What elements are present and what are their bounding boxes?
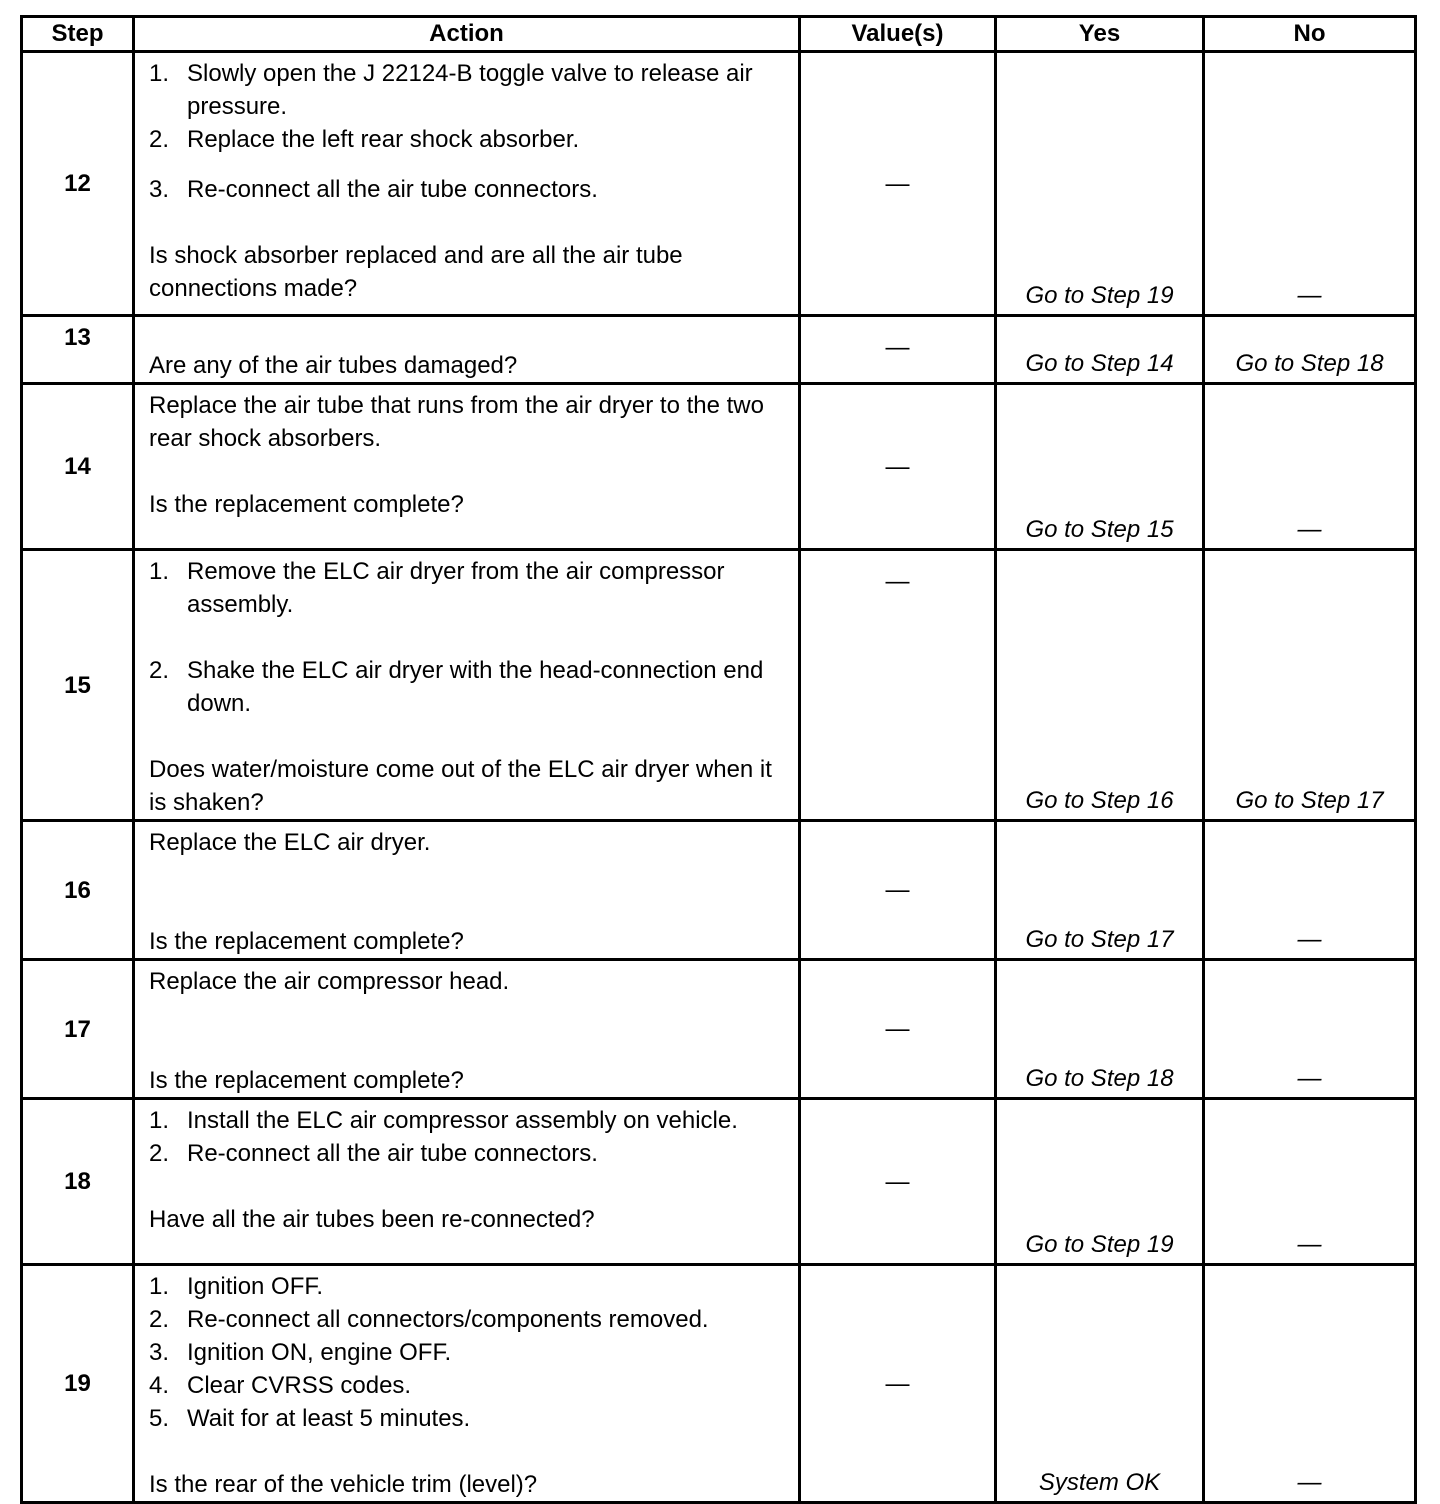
question-text: Is shock absorber replaced and are all the air tube connections made? (149, 242, 683, 302)
value-cell (800, 821, 996, 960)
no-cell: Go to Step 17 (1204, 550, 1416, 821)
list-item: 3. Re-connect all the air tube connectors. (149, 173, 786, 206)
value-cell (800, 960, 996, 1099)
step-number: 15 (22, 550, 134, 821)
table-row (22, 821, 1416, 960)
yes-cell: Go to Step 18 (996, 960, 1204, 1099)
step-number: 13 (22, 316, 134, 384)
list-item: 2. Re-connect all the air tube connectors. (149, 1137, 786, 1170)
table-row (22, 1099, 1416, 1265)
value-cell (800, 316, 996, 384)
question-text: Does water/moisture come out of the ELC air dryer when it is shaken? (149, 756, 772, 816)
yes-cell: Go to Step 14 (996, 316, 1204, 384)
no-cell: — (1204, 1265, 1416, 1503)
table-row (22, 960, 1416, 1099)
yes-cell: Go to Step 16 (996, 550, 1204, 821)
value-text: — (885, 876, 910, 904)
action-text: Replace the air tube that runs from the air dryer to the two rear shock absorbers. (149, 392, 764, 452)
table-row (22, 52, 1416, 316)
yes-cell: Go to Step 15 (996, 384, 1204, 550)
question-text: Is the replacement complete? (149, 491, 464, 518)
value-cell (800, 1099, 996, 1265)
question-text: Is the replacement complete? (149, 1067, 464, 1094)
step-number: 18 (22, 1099, 134, 1265)
list-item-text: Replace the left rear shock absorber. (187, 126, 580, 153)
list-item: 2. Re-connect all connectors/components removed. (149, 1303, 786, 1336)
action-cell (134, 1099, 800, 1265)
list-item-text: Wait for at least 5 minutes. (187, 1405, 471, 1432)
list-item-text: Ignition ON, engine OFF. (187, 1339, 452, 1366)
value-cell (800, 52, 996, 316)
list-item-text: Re-connect all the air tube connectors. (187, 1140, 598, 1167)
yes-cell: Go to Step 17 (996, 821, 1204, 960)
value-cell (800, 384, 996, 550)
no-cell: — (1204, 821, 1416, 960)
value-text: — (885, 334, 910, 361)
list-item-text: Re-connect all connectors/components removed. (187, 1306, 709, 1333)
action-cell (134, 316, 800, 384)
value-text: — (885, 1015, 910, 1043)
diagnostic-table (20, 15, 1417, 1504)
question-text: Are any of the air tubes damaged? (149, 352, 518, 379)
list-item: 1. Ignition OFF. (149, 1270, 786, 1303)
table-row (22, 316, 1416, 384)
action-cell (134, 1265, 800, 1503)
list-item-text: Re-connect all the air tube connectors. (187, 176, 598, 203)
list-item-text: Clear CVRSS codes. (187, 1372, 412, 1399)
table-row (22, 1265, 1416, 1503)
value-text: — (885, 1370, 910, 1397)
list-item-text: Remove the ELC air dryer from the air compressor assembly. (187, 558, 725, 618)
no-cell: — (1204, 384, 1416, 550)
action-cell (134, 550, 800, 821)
yes-cell: System OK (996, 1265, 1204, 1503)
header-step: Step (22, 17, 134, 52)
list-item: 3. Ignition ON, engine OFF. (149, 1336, 786, 1369)
yes-cell: Go to Step 19 (996, 52, 1204, 316)
step-number: 14 (22, 384, 134, 550)
action-list (149, 57, 786, 206)
list-item: 5. Wait for at least 5 minutes. (149, 1402, 786, 1435)
action-cell (134, 384, 800, 550)
header-no: No (1204, 17, 1416, 52)
action-cell (134, 52, 800, 316)
list-item: 4. Clear CVRSS codes. (149, 1369, 786, 1402)
question-text: Have all the air tubes been re-connected? (149, 1206, 595, 1233)
list-item-text: Shake the ELC air dryer with the head-connection end down. (187, 657, 764, 717)
value-text: — (885, 170, 910, 197)
table-row (22, 384, 1416, 550)
action-text: Replace the ELC air dryer. (149, 829, 431, 856)
list-item: 1. Remove the ELC air dryer from the air compressor assembly. (149, 555, 786, 621)
action-list (149, 1270, 786, 1435)
value-text: — (885, 568, 910, 595)
header-row (22, 17, 1416, 52)
yes-cell: Go to Step 19 (996, 1099, 1204, 1265)
header-yes: Yes (996, 17, 1204, 52)
table-row (22, 550, 1416, 821)
list-item: 2. Replace the left rear shock absorber. (149, 123, 786, 156)
step-number: 19 (22, 1265, 134, 1503)
list-item-text: Install the ELC air compressor assembly on vehicle. (187, 1107, 738, 1134)
value-cell (800, 550, 996, 821)
action-text: Replace the air compressor head. (149, 968, 510, 995)
action-list (149, 555, 786, 720)
no-cell: — (1204, 52, 1416, 316)
action-cell (134, 821, 800, 960)
value-text: — (885, 1168, 910, 1195)
value-text: — (885, 453, 910, 480)
value-cell (800, 1265, 996, 1503)
step-number: 12 (22, 52, 134, 316)
no-cell: Go to Step 18 (1204, 316, 1416, 384)
action-list (149, 1104, 786, 1170)
step-number: 16 (22, 821, 134, 960)
list-item-text: Ignition OFF. (187, 1273, 324, 1300)
header-values: Value(s) (800, 17, 996, 52)
no-cell: — (1204, 1099, 1416, 1265)
list-item: 1. Slowly open the J 22124-B toggle valve to release air pressure. (149, 57, 786, 123)
list-item-text: Slowly open the J 22124-B toggle valve to release air pressure. (187, 60, 753, 120)
question-text: Is the replacement complete? (149, 928, 464, 955)
header-action: Action (134, 17, 800, 52)
action-cell (134, 960, 800, 1099)
step-number: 17 (22, 960, 134, 1099)
no-cell: — (1204, 960, 1416, 1099)
list-item: 2. Shake the ELC air dryer with the head-connection end down. (149, 654, 786, 720)
list-item: 1. Install the ELC air compressor assembly on vehicle. (149, 1104, 786, 1137)
question-text: Is the rear of the vehicle trim (level)? (149, 1471, 538, 1498)
diagnostic-table-container (20, 15, 1414, 1504)
